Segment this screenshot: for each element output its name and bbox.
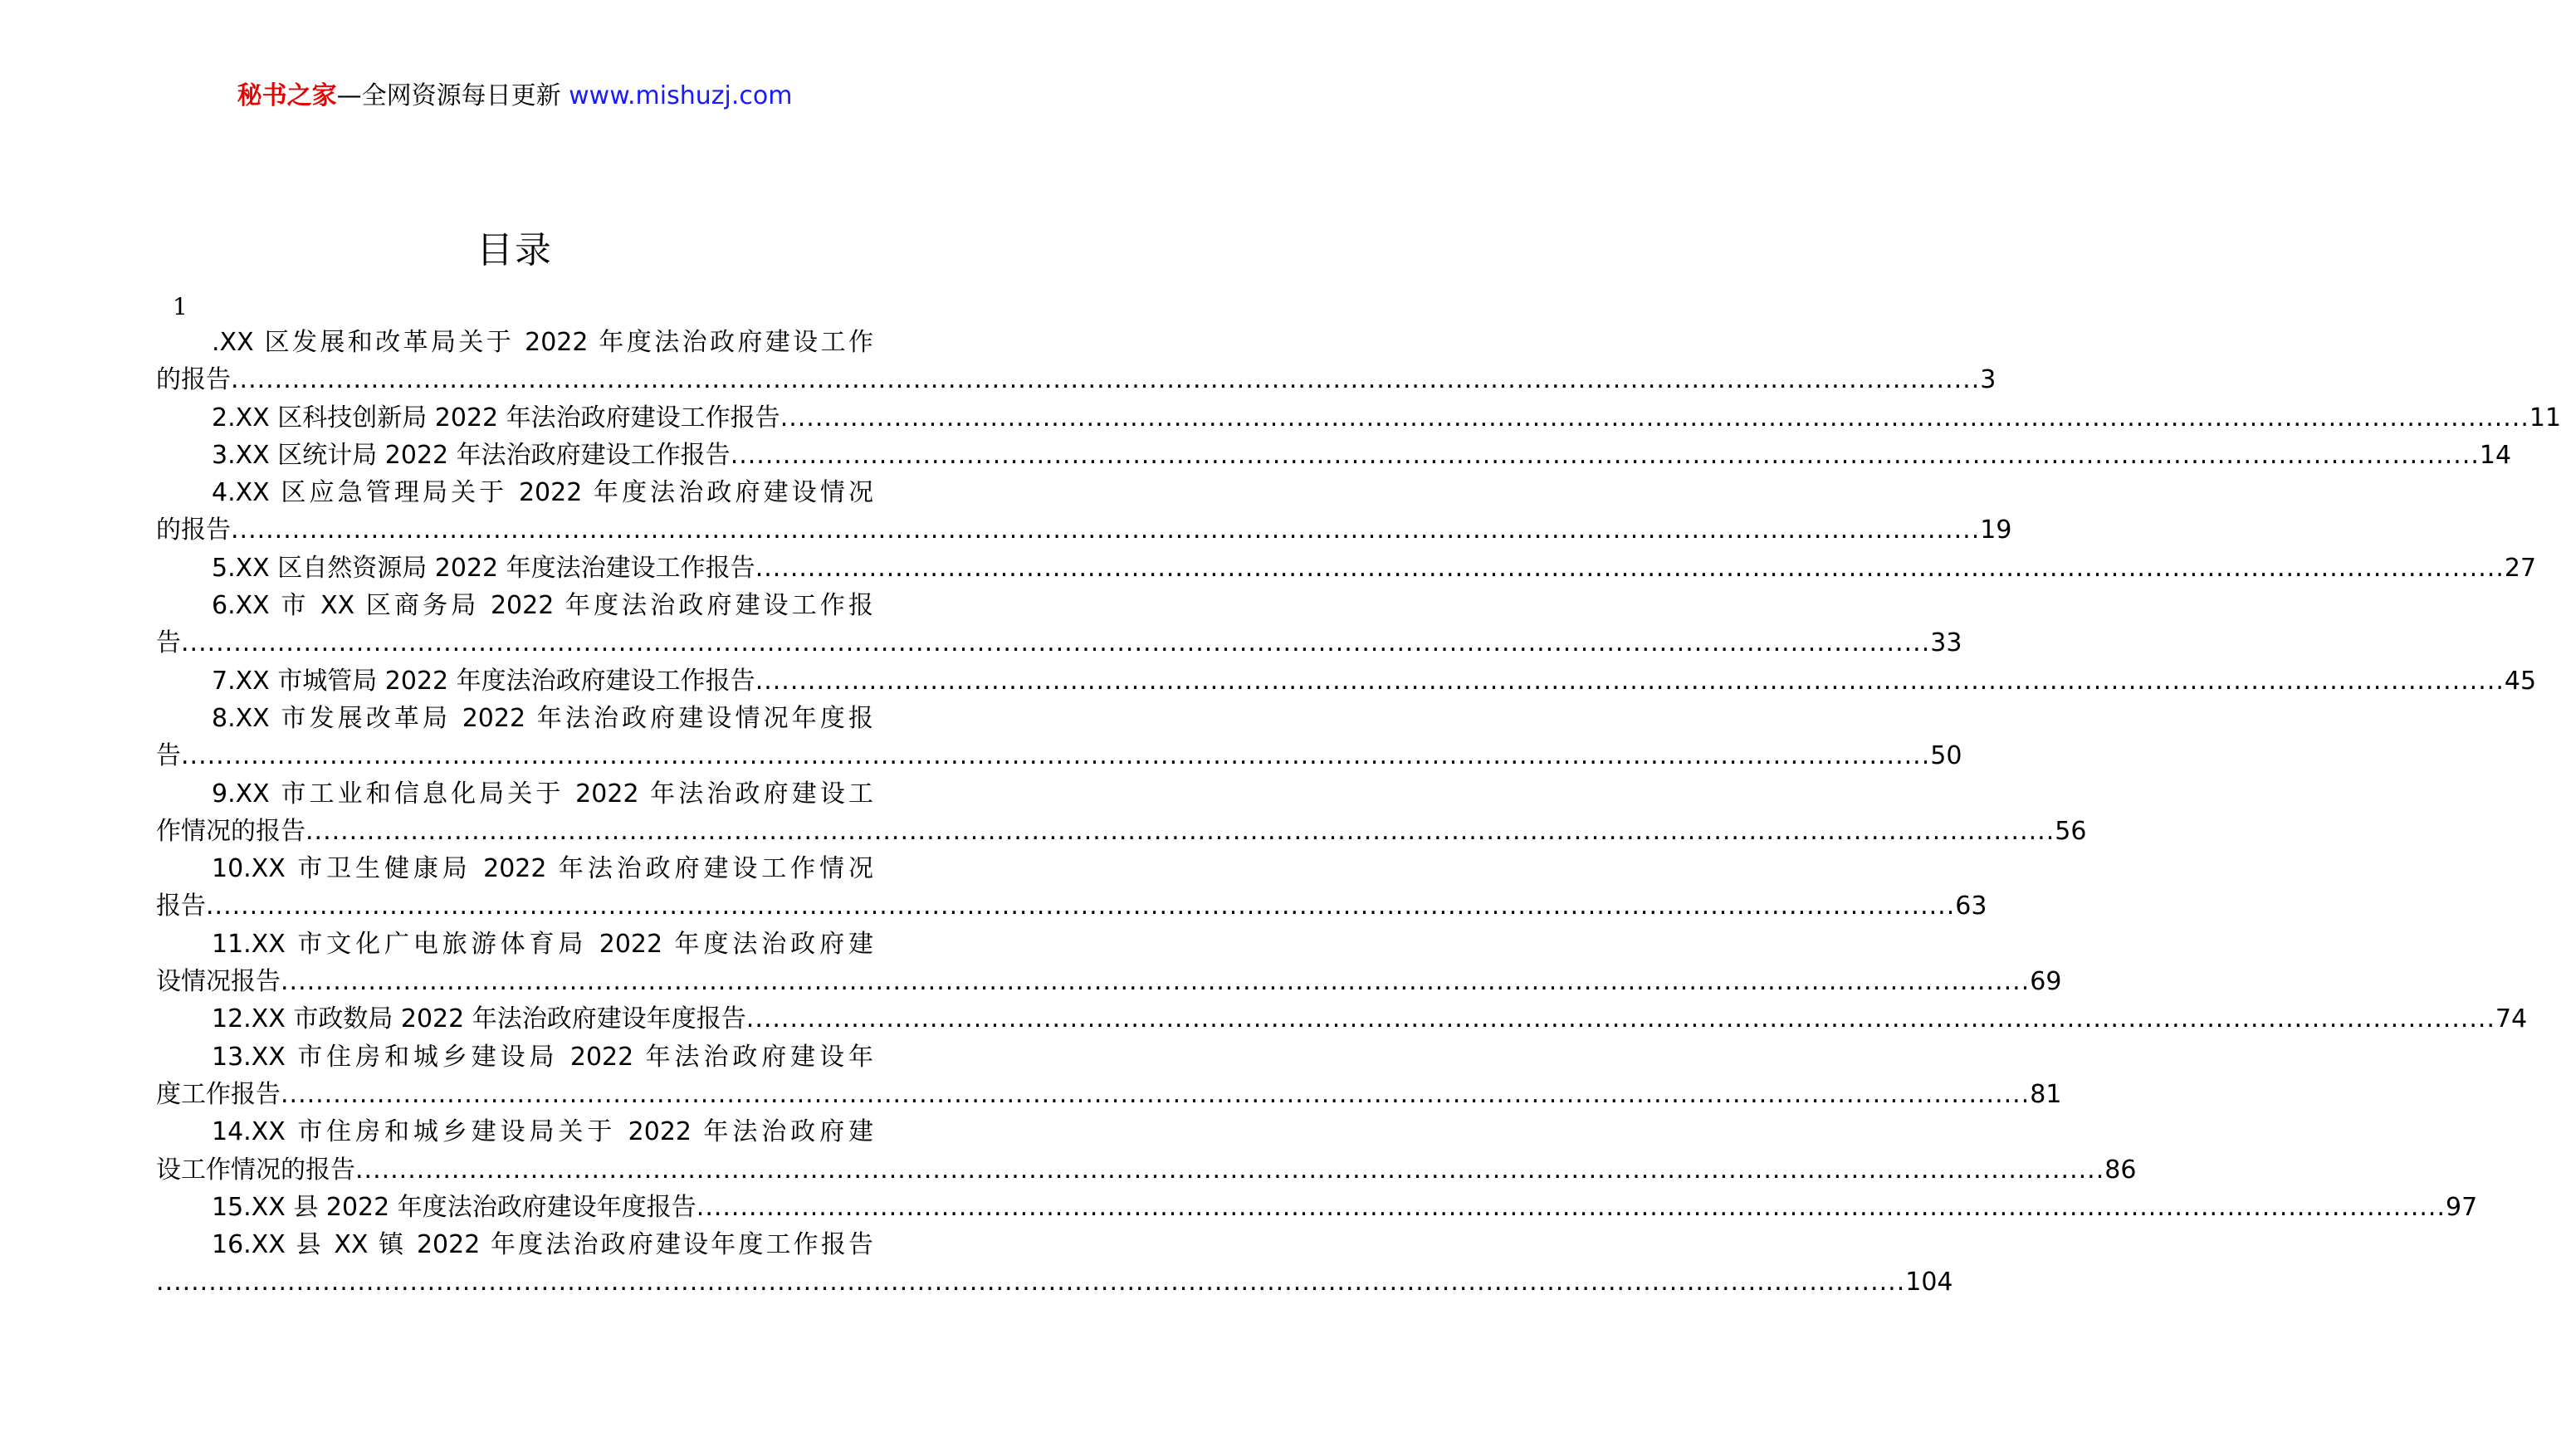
toc-entry[interactable]: [156, 437, 2512, 474]
dot-leader: ........................................................................................................................................................................................................: [755, 553, 2505, 583]
toc-entry-text: 15.XX 县 2022 年度法治政府建设年度报告: [212, 1192, 696, 1222]
dot-leader: ........................................................................................................................................................................................................: [355, 1155, 2105, 1185]
toc-entry[interactable]: [156, 399, 2561, 437]
toc-list: [156, 324, 2561, 1302]
toc-page-number: 104: [1905, 1268, 1953, 1297]
dot-leader: ........................................................................................................................................................................................................: [181, 741, 1931, 771]
toc-entry-line: 14.XX 市住房和城乡建设局关于 2022 年法治政府建: [212, 1117, 873, 1147]
toc-entry-line: 11.XX 市文化广电旅游体育局 2022 年度法治政府建: [212, 929, 873, 959]
toc-entry[interactable]: [156, 1226, 1953, 1302]
toc-entry-text: 报告: [156, 892, 206, 921]
toc-page-number: 19: [1980, 515, 2012, 545]
toc-page-number: 97: [2446, 1192, 2478, 1222]
table-of-contents: [156, 291, 2561, 1302]
dot-leader: ........................................................................................................................................................................................................: [231, 515, 1981, 545]
toc-entry[interactable]: [156, 1189, 2478, 1226]
toc-page-number: 63: [1955, 892, 1987, 921]
toc-entry[interactable]: [156, 1000, 2528, 1038]
toc-page-number: 50: [1930, 741, 1962, 771]
toc-entry[interactable]: [156, 474, 2012, 550]
toc-entry-line: 8.XX 市发展改革局 2022 年法治政府建设情况年度报: [212, 703, 873, 733]
dot-leader: ........................................................................................................................................................................................................: [181, 628, 1931, 658]
toc-entry-text: 设情况报告: [156, 967, 281, 997]
toc-entry-text: 告: [156, 741, 181, 771]
toc-entry-line: [156, 1151, 2137, 1189]
toc-page-number: 81: [2030, 1079, 2062, 1109]
dot-leader: ........................................................................................................................................................................................................: [696, 1192, 2446, 1222]
dot-leader: ........................................................................................................................................................................................................: [730, 440, 2480, 470]
toc-page-number: 56: [2055, 816, 2087, 846]
toc-page-number: 3: [1980, 365, 1997, 395]
toc-entry-line: [156, 624, 1962, 662]
toc-page-number: 14: [2479, 440, 2512, 470]
dot-leader: ........................................................................................................................................................................................................: [745, 1004, 2496, 1034]
toc-entry-line: 6.XX 市 XX 区商务局 2022 年度法治政府建设工作报: [212, 591, 873, 621]
toc-entry[interactable]: [156, 587, 1962, 662]
site-url-link[interactable]: www.mishuzj.com: [569, 81, 793, 110]
toc-entry-text: 作情况的报告: [156, 816, 305, 846]
toc-entry[interactable]: [156, 550, 2537, 587]
toc-entry-line: [156, 1263, 1953, 1301]
toc-entry-text: 2.XX 区科技创新局 2022 年法治政府建设工作报告: [212, 403, 780, 432]
toc-entry-line: [156, 813, 2087, 850]
toc-entry-text: 12.XX 市政数局 2022 年法治政府建设年度报告: [212, 1004, 746, 1034]
dot-leader: ........................................................................................................................................................................................................: [281, 967, 2031, 997]
toc-entry-line: [156, 1000, 2528, 1038]
toc-entry-text: 告: [156, 628, 181, 658]
toc-page-number: 86: [2104, 1155, 2137, 1185]
toc-entry-text: 设工作情况的报告: [156, 1155, 355, 1185]
toc-page-number: 27: [2504, 553, 2537, 583]
toc-entry-line: [156, 1189, 2478, 1226]
toc-entry-line: 10.XX 市卫生健康局 2022 年法治政府建设工作情况: [212, 854, 873, 884]
dot-leader: ........................................................................................................................................................................................................: [755, 666, 2505, 696]
toc-page-number: 11: [2529, 403, 2561, 432]
toc-entry-text: 的报告: [156, 365, 231, 395]
site-header: [0, 80, 1029, 113]
dot-leader: ........................................................................................................................................................................................................: [305, 816, 2055, 846]
toc-page-number: 33: [1930, 628, 1962, 658]
toc-entry-line: [156, 550, 2537, 587]
toc-entry[interactable]: [156, 1038, 2062, 1114]
toc-entry[interactable]: [156, 700, 1962, 775]
toc-entry-line: [156, 887, 1987, 925]
toc-entry-line: [156, 399, 2561, 437]
page-title: 目录: [477, 229, 553, 271]
toc-entry-line: .XX 区发展和改革局关于 2022 年度法治政府建设工作: [212, 328, 873, 357]
dot-leader: ........................................................................................................................................................................................................: [206, 892, 1956, 921]
toc-entry-text: 7.XX 市城管局 2022 年度法治政府建设工作报告: [212, 666, 755, 696]
dot-leader: ........................................................................................................................................................................................................: [231, 365, 1981, 395]
stray-entry-number: 1: [173, 293, 188, 320]
toc-entry-line: 4.XX 区应急管理局关于 2022 年度法治政府建设情况: [212, 478, 873, 508]
toc-entry[interactable]: [156, 324, 1997, 399]
toc-page-number: 45: [2504, 666, 2537, 696]
toc-entry-line: 16.XX 县 XX 镇 2022 年度法治政府建设年度工作报告: [212, 1230, 873, 1260]
toc-entry-line: [156, 1076, 2062, 1113]
toc-entry-line: 13.XX 市住房和城乡建设局 2022 年法治政府建设年: [212, 1042, 873, 1072]
toc-page-number: 69: [2030, 967, 2062, 997]
toc-entry-line: [156, 737, 1962, 774]
toc-page-number: 74: [2495, 1004, 2528, 1034]
toc-entry-line: 9.XX 市工业和信息化局关于 2022 年法治政府建设工: [212, 779, 873, 809]
toc-entry[interactable]: [156, 850, 1987, 926]
dot-leader: ........................................................................................................................................................................................................: [780, 403, 2529, 432]
header-tagline: —全网资源每日更新: [336, 81, 561, 110]
toc-entry[interactable]: [156, 775, 2087, 851]
toc-entry-line: [156, 361, 1997, 398]
toc-entry[interactable]: [156, 926, 2062, 1001]
dot-leader: ........................................................................................................................................................................................................: [281, 1079, 2031, 1109]
toc-entry-line: [156, 511, 2012, 549]
toc-entry-line: [156, 662, 2537, 700]
brand-name: 秘书之家: [237, 81, 337, 110]
toc-entry-text: 5.XX 区自然资源局 2022 年度法治建设工作报告: [212, 553, 755, 583]
toc-entry-text: 度工作报告: [156, 1079, 281, 1109]
toc-entry-line: [156, 437, 2512, 474]
dot-leader: ........................................................................................................................................................................................................: [156, 1268, 1906, 1297]
toc-entry-text: 3.XX 区统计局 2022 年法治政府建设工作报告: [212, 440, 731, 470]
toc-entry-text: 的报告: [156, 515, 231, 545]
toc-entry-line: [156, 963, 2062, 1000]
toc-entry[interactable]: [156, 1113, 2137, 1189]
toc-entry[interactable]: [156, 662, 2537, 700]
